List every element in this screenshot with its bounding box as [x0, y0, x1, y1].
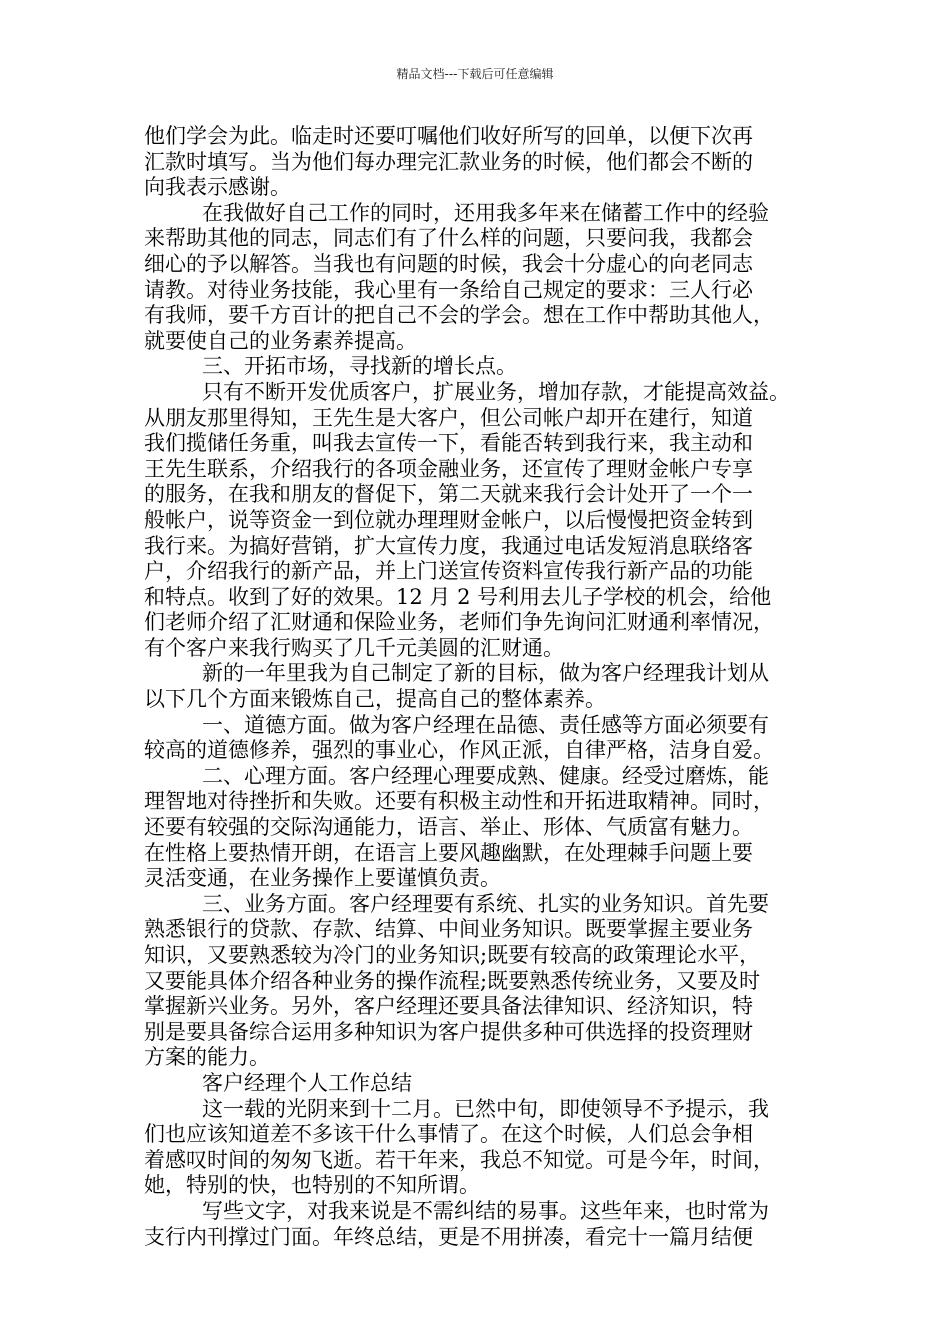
text-line: 有个客户来我行购买了几千元美圆的汇财通。	[144, 635, 564, 660]
page-header: 精品文档---下载后可任意编辑	[396, 67, 554, 81]
text-line: 一、道德方面。做为客户经理在品德、责任感等方面必须要有	[202, 712, 769, 737]
text-line: 二、心理方面。客户经理心理要成熟、健康。经受过磨炼，能	[202, 763, 769, 788]
text-line: 户，介绍我行的新产品，并上门送宣传资料宣传我行新产品的功能	[144, 559, 753, 584]
text-line: 灵活变通，在业务操作上要谨慎负责。	[144, 866, 501, 891]
text-line: 三、开拓市场，寻找新的增长点。	[202, 354, 517, 379]
text-line: 理智地对待挫折和失败。还要有积极主动性和开拓进取精神。同时，	[144, 789, 774, 814]
text-line: 这一载的光阴来到十二月。已然中旬，即使领导不予提示，我	[202, 1096, 769, 1121]
text-line: 细心的予以解答。当我也有问题的时候，我会十分虚心的向老同志	[144, 251, 753, 276]
text-line: 支行内刊撑过门面。年终总结，更是不用拼凑，看完十一篇月结便	[144, 1224, 753, 1249]
text-line: 客户经理个人工作总结	[202, 1070, 412, 1095]
text-line: 别是要具备综合运用多种知识为客户提供多种可供选择的投资理财	[144, 1019, 753, 1044]
text-line: 我们揽储任务重，叫我去宣传一下，看能否转到我行来，我主动和	[144, 431, 753, 456]
text-line: 还要有较强的交际沟通能力，语言、举止、形体、气质富有魅力。	[144, 815, 753, 840]
text-line: 知识，又要熟悉较为冷门的业务知识;既要有较高的政策理论水平，	[144, 943, 761, 967]
text-line: 着感叹时间的匆匆飞逝。若干年来，我总不知觉。可是今年，时间，	[144, 1147, 774, 1172]
text-line: 他们学会为此。临走时还要叮嘱他们收好所写的回单，以便下次再	[144, 124, 753, 148]
text-line: 以下几个方面来锻炼自己，提高自己的整体素养。	[144, 687, 606, 712]
text-line: 掌握新兴业务。另外，客户经理还要具备法律知识、经济知识，特	[144, 994, 753, 1019]
text-line: 般帐户，说等资金一到位就办理理财金帐户，以后慢慢把资金转到	[144, 507, 753, 532]
text-line: 在性格上要热情开朗，在语言上要风趣幽默，在处理棘手问题上要	[144, 840, 753, 865]
text-line: 有我师，要千方百计的把自己不会的学会。想在工作中帮助其他人，	[144, 303, 774, 328]
text-line: 王先生联系，介绍我行的各项金融业务，还宣传了理财金帐户专享	[144, 456, 753, 481]
text-line: 们老师介绍了汇财通和保险业务，老师们争先询问汇财通利率情况，	[144, 610, 774, 635]
text-line: 我行来。为搞好营销，扩大宣传力度，我通过电话发短消息联络客	[144, 533, 753, 558]
text-line: 汇款时填写。当为他们每办理完汇款业务的时候，他们都会不断的	[144, 149, 753, 174]
text-line: 她，特别的快，也特别的不知所谓。	[144, 1173, 480, 1198]
text-line: 较高的道德修养，强烈的事业心，作风正派，自律严格，洁身自爱。	[144, 738, 774, 763]
text-line: 们也应该知道差不多该干什么事情了。在这个时候，人们总会争相	[144, 1122, 753, 1147]
text-line: 又要能具体介绍各种业务的操作流程;既要熟悉传统业务，又要及时	[144, 968, 761, 993]
text-line: 方案的能力。	[144, 1045, 270, 1070]
text-line: 和特点。收到了好的效果。12 月 2 号利用去儿子学校的机会，给他	[144, 584, 772, 609]
text-line: 只有不断开发优质客户，扩展业务，增加存款，才能提高效益。	[202, 379, 790, 404]
text-line: 三、业务方面。客户经理要有系统、扎实的业务知识。首先要	[202, 891, 769, 916]
text-line: 来帮助其他的同志，同志们有了什么样的问题，只要问我，我都会	[144, 226, 753, 251]
text-line: 请教。对待业务技能，我心里有一条给自己规定的要求：三人行必	[144, 277, 753, 302]
text-line: 新的一年里我为自己制定了新的目标，做为客户经理我计划从	[202, 661, 769, 686]
text-line: 向我表示感谢。	[144, 175, 291, 200]
text-line: 从朋友那里得知，王先生是大客户，但公司帐户却开在建行，知道	[144, 405, 753, 430]
text-line: 熟悉银行的贷款、存款、结算、中间业务知识。既要掌握主要业务	[144, 917, 753, 942]
text-line: 的服务，在我和朋友的督促下，第二天就来我行会计处开了一个一	[144, 482, 753, 507]
document-body	[144, 124, 808, 1250]
text-line: 就要使自己的业务素养提高。	[144, 328, 417, 353]
text-line: 在我做好自己工作的同时，还用我多年来在储蓄工作中的经验	[202, 200, 769, 225]
text-line: 写些文字，对我来说是不需纠结的易事。这些年来，也时常为	[202, 1198, 769, 1223]
